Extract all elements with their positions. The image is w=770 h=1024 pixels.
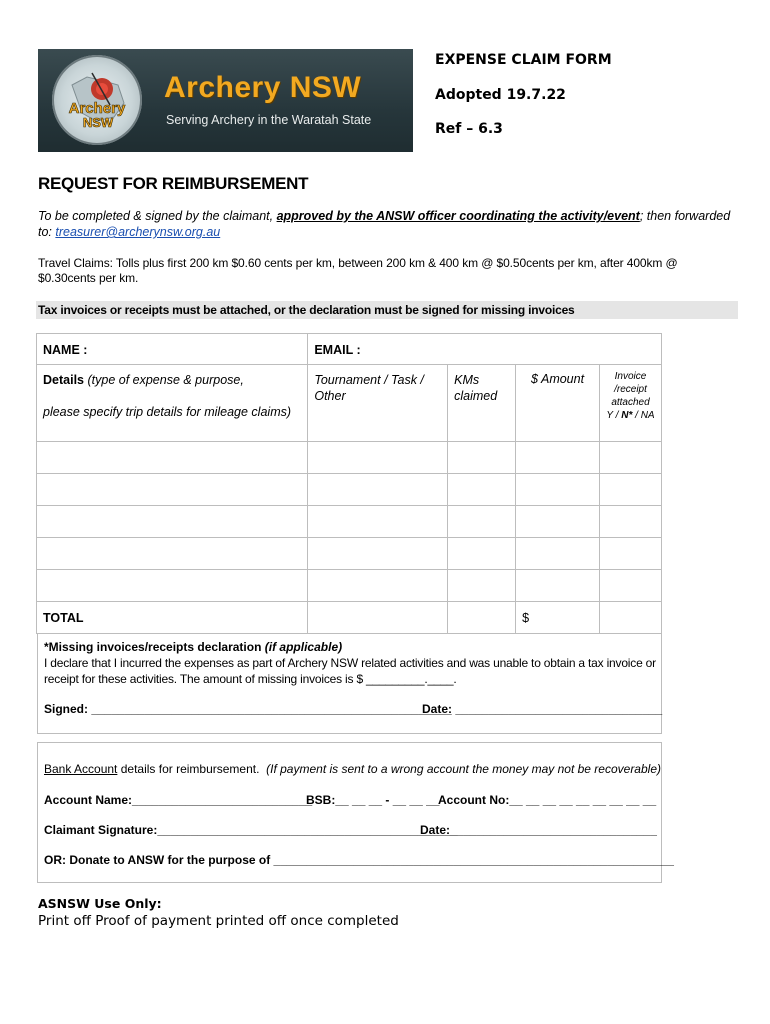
missing-heading-note: (if applicable)	[264, 640, 343, 654]
bank-note: (If payment is sent to a wrong account the money may not be recoverable)	[266, 762, 661, 776]
missing-body: I declare that I incurred the expenses as part of Archery NSW related activities and was unable to obtain a tax invoice or receipt for these activities. The amount of missing invoices is $ _________.____.	[44, 656, 656, 686]
total-label: TOTAL	[37, 602, 308, 634]
form-title: EXPENSE CLAIM FORM	[435, 52, 612, 68]
amount-header: $ Amount	[516, 365, 600, 442]
missing-declaration-box	[37, 634, 662, 734]
asnsw-use-only: ASNSW Use Only:	[38, 896, 162, 911]
page-title: REQUEST FOR REIMBURSEMENT	[38, 174, 309, 193]
invoice-label: Invoice /receipt attached	[611, 371, 650, 408]
intro-part-1: To be completed & signed by the claimant,	[38, 209, 277, 223]
treasurer-email-link[interactable]: treasurer@archerynsw.org.au	[55, 225, 221, 239]
table-row[interactable]	[37, 538, 662, 570]
svg-text:NSW: NSW	[82, 115, 114, 130]
table-row[interactable]	[37, 570, 662, 602]
expense-table	[36, 333, 662, 634]
account-number-field[interactable]: Account No:__ __ __ __ __ __ __ __ __	[438, 793, 657, 807]
intro-part-2: ; then forwarded to:	[38, 209, 731, 239]
email-field[interactable]	[308, 334, 662, 365]
details-label: Details	[43, 373, 84, 387]
total-currency: $	[522, 611, 530, 625]
proof-of-payment-note: Print off Proof of payment printed off once completed	[38, 913, 399, 929]
table-row[interactable]	[37, 442, 662, 474]
name-label: NAME :	[43, 343, 88, 357]
invoice-header	[600, 365, 662, 442]
tournament-header: Tournament / Task / Other	[308, 365, 448, 442]
invoice-no: N*	[621, 410, 633, 421]
header-row	[37, 365, 662, 442]
table-row[interactable]	[37, 474, 662, 506]
bank-details-box	[37, 742, 674, 883]
total-amount-field[interactable]	[516, 602, 600, 634]
invoice-na: / NA	[632, 410, 655, 421]
form-ref: Ref – 6.3	[435, 121, 503, 137]
kms-header: KMs claimed	[448, 365, 516, 442]
email-label: EMAIL :	[314, 343, 361, 357]
invoice-yes: Y /	[606, 410, 622, 421]
missing-signed-line[interactable]: Signed: ______________________________________________________	[44, 702, 452, 716]
details-hint: (type of expense & purpose,	[87, 373, 244, 387]
tax-notice: Tax invoices or receipts must be attached, or the declaration must be signed for missing invoices	[36, 301, 738, 319]
table-row[interactable]	[37, 506, 662, 538]
brand-subtitle: Serving Archery in the Waratah State	[166, 113, 372, 127]
details-header	[37, 365, 308, 442]
total-row	[37, 602, 662, 634]
bank-account-label: Bank Account	[44, 762, 118, 776]
bsb-field[interactable]: BSB:__ __ __ - __ __ __	[306, 793, 440, 807]
svg-text:Archery: Archery	[68, 100, 126, 117]
intro-text	[38, 208, 738, 240]
travel-claims-text: Travel Claims: Tolls plus first 200 km $0.60 cents per km, between 200 km & 400 km @ $0.50cents per km, after 400km @ $0.30cents per km.	[38, 256, 678, 285]
name-field[interactable]	[37, 334, 308, 365]
missing-heading-text: *Missing invoices/receipts declaration	[44, 640, 262, 654]
account-name-field[interactable]: Account Name:___________________________	[44, 793, 313, 807]
adopted-date: Adopted 19.7.22	[435, 87, 566, 103]
claimant-date-field[interactable]: Date:_______________________________	[420, 823, 657, 837]
details-hint-2: please specify trip details for mileage claims)	[43, 405, 292, 419]
bank-heading	[44, 762, 661, 776]
name-email-row	[37, 334, 662, 365]
archery-nsw-logo	[52, 55, 142, 145]
missing-heading	[44, 640, 342, 654]
claimant-signature-field[interactable]: Claimant Signature:_____________________________________________	[44, 823, 458, 837]
brand-title: Archery NSW	[164, 71, 362, 104]
missing-date-line[interactable]: Date: _______________________________	[422, 702, 663, 716]
archery-nsw-banner	[38, 49, 413, 152]
intro-emphasis: approved by the ANSW officer coordinating the activity/event	[276, 209, 640, 223]
bank-label-rest: details for reimbursement.	[117, 762, 260, 776]
donate-field[interactable]: OR: Donate to ANSW for the purpose of ____________________________________________________________	[44, 853, 674, 867]
